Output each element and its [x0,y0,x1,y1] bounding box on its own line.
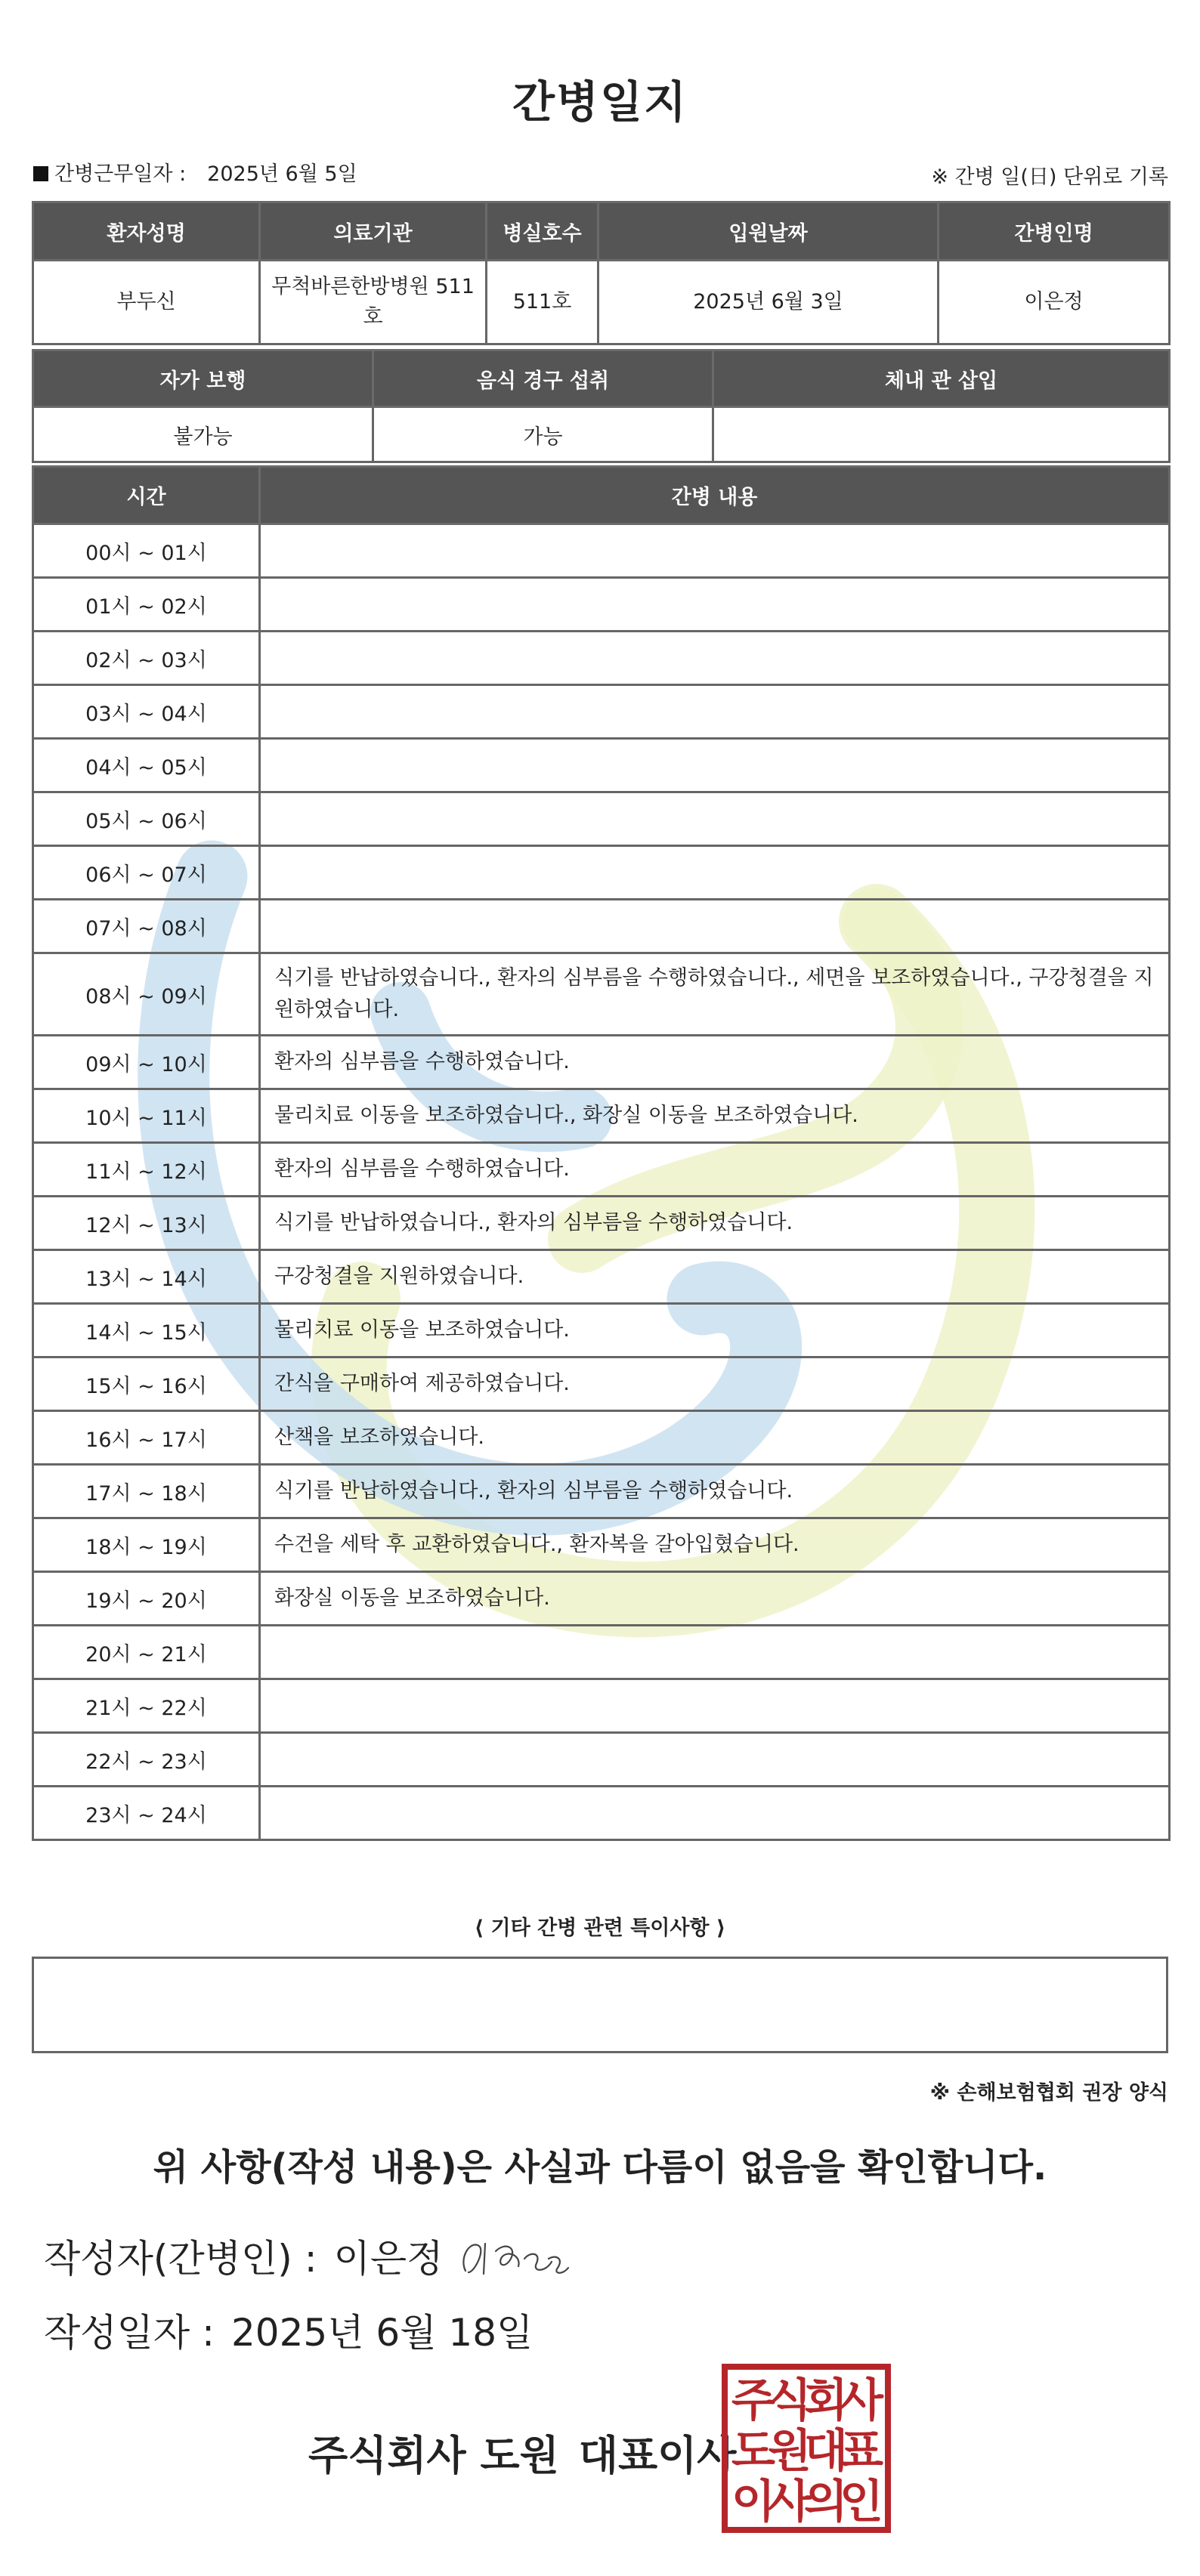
svg-text:사: 사 [840,2374,883,2427]
log-content-cell: 수건을 세탁 후 교환하였습니다., 환자복을 갈아입혔습니다. [260,1518,1170,1572]
log-row [33,953,1170,1036]
log-time-cell: 06시 ~ 07시 [33,846,260,900]
svg-text:식: 식 [768,2374,812,2427]
oral-intake-value: 가능 [373,407,713,462]
company-title: 대표이사 [578,2432,737,2479]
header-hospital: 의료기관 [260,202,487,261]
log-row [33,739,1170,792]
header-time: 시간 [33,467,260,524]
log-time-cell: 17시 ~ 18시 [33,1465,260,1518]
company-signature [308,2423,736,2482]
log-row [33,1465,1170,1518]
log-time-cell: 10시 ~ 11시 [33,1089,260,1143]
header-self-walking: 자가 보행 [33,351,373,407]
log-time-cell: 08시 ~ 09시 [33,953,260,1036]
log-row [33,1679,1170,1733]
log-content-cell [260,739,1170,792]
log-time-cell: 21시 ~ 22시 [33,1679,260,1733]
log-row [33,632,1170,685]
log-row [33,900,1170,953]
status-header-row [33,351,1170,407]
document-title: 간병일지 [512,76,688,128]
written-date-label: 작성일자 : [44,2311,215,2355]
header-patient-name: 환자성명 [33,202,260,261]
svg-text:도: 도 [731,2425,775,2478]
log-content-cell: 산책을 보조하였습니다. [260,1411,1170,1465]
log-rows [33,524,1170,1840]
patient-data-row [33,261,1170,344]
log-time-cell: 09시 ~ 10시 [33,1036,260,1089]
svg-text:인: 인 [840,2476,883,2528]
log-content-cell [260,524,1170,578]
company-seal-stamp [721,2363,892,2534]
svg-text:이: 이 [731,2476,775,2528]
svg-text:의: 의 [804,2476,848,2528]
log-content-cell [260,685,1170,739]
log-row [33,1411,1170,1465]
patient-status-table [32,349,1171,463]
log-time-cell: 01시 ~ 02시 [33,578,260,632]
log-time-cell: 07시 ~ 08시 [33,900,260,953]
log-time-cell: 23시 ~ 24시 [33,1787,260,1840]
written-date-line [44,2303,533,2357]
log-content-cell [260,632,1170,685]
tube-insertion-value [713,407,1170,462]
status-data-row [33,407,1170,462]
confirmation-statement: 위 사항(작성 내용)은 사실과 다름이 없음을 확인합니다. [153,2146,1047,2188]
hospital-name: 무척바른한방병원 511호 [260,261,487,344]
svg-text:표: 표 [840,2425,883,2478]
log-content-cell: 물리치료 이동을 보조하였습니다. [260,1304,1170,1357]
log-time-cell: 20시 ~ 21시 [33,1626,260,1679]
log-content-cell [260,1626,1170,1679]
log-content-cell [260,1733,1170,1787]
log-time-cell: 00시 ~ 01시 [33,524,260,578]
log-row [33,1357,1170,1411]
svg-text:사: 사 [768,2476,812,2528]
unit-note: ※ 간병 일(日) 단위로 기록 [931,165,1168,189]
log-row [33,1518,1170,1572]
notes-box [32,1957,1168,2053]
log-time-cell: 19시 ~ 20시 [33,1572,260,1626]
log-row [33,1250,1170,1304]
log-row [33,1197,1170,1250]
log-content-cell [260,1679,1170,1733]
log-content-cell [260,900,1170,953]
signer-line [44,2229,443,2283]
care-log-table [32,465,1171,1841]
svg-text:원: 원 [768,2425,812,2478]
square-bullet-icon [33,166,48,181]
header-caregiver: 간병인명 [939,202,1170,261]
log-time-cell: 14시 ~ 15시 [33,1304,260,1357]
log-content-cell [260,1787,1170,1840]
header-room: 병실호수 [487,202,598,261]
log-row [33,1036,1170,1089]
header-care-content: 간병 내용 [260,467,1170,524]
caregiver-name: 이은정 [939,261,1170,344]
admission-date: 2025년 6월 3일 [598,261,939,344]
log-content-cell: 화장실 이동을 보조하였습니다. [260,1572,1170,1626]
self-walking-value: 불가능 [33,407,373,462]
log-time-cell: 22시 ~ 23시 [33,1733,260,1787]
form-footnote: ※ 손해보험협회 권장 양식 [929,2081,1168,2105]
log-content-cell: 환자의 심부름을 수행하였습니다. [260,1036,1170,1089]
log-row [33,1733,1170,1787]
company-name: 주식회사 도원 [308,2432,559,2479]
log-content-cell: 환자의 심부름을 수행하였습니다. [260,1143,1170,1197]
log-content-cell: 식기를 반납하였습니다., 환자의 심부름을 수행하였습니다., 세면을 보조하였습니다., 구강청결을 지원하였습니다. [260,953,1170,1036]
notes-heading: ⟨ 기타 간병 관련 특이사항 ⟩ [474,1917,726,1940]
log-row [33,846,1170,900]
header-tube-insertion: 체내 관 삽입 [713,351,1170,407]
header-oral-intake: 음식 경구 섭취 [373,351,713,407]
log-row [33,1572,1170,1626]
log-row [33,792,1170,846]
log-row [33,524,1170,578]
log-content-cell: 간식을 구매하여 제공하였습니다. [260,1357,1170,1411]
work-date-label: 간병근무일자 : [54,162,187,186]
log-content-cell: 식기를 반납하였습니다., 환자의 심부름을 수행하였습니다. [260,1197,1170,1250]
log-time-cell: 05시 ~ 06시 [33,792,260,846]
log-time-cell: 18시 ~ 19시 [33,1518,260,1572]
log-time-cell: 02시 ~ 03시 [33,632,260,685]
signer-label: 작성자(간병인) : [44,2237,317,2281]
log-row [33,1143,1170,1197]
log-row [33,1626,1170,1679]
header-admission-date: 입원날짜 [598,202,939,261]
log-time-cell: 03시 ~ 04시 [33,685,260,739]
work-date [33,157,357,187]
signer-name: 이은정 [333,2237,444,2281]
log-time-cell: 15시 ~ 16시 [33,1357,260,1411]
patient-name: 부두신 [33,261,260,344]
log-row [33,578,1170,632]
room-number: 511호 [487,261,598,344]
log-row [33,685,1170,739]
log-header-row [33,467,1170,524]
patient-info-table [32,201,1171,345]
patient-header-row [33,202,1170,261]
log-time-cell: 04시 ~ 05시 [33,739,260,792]
log-time-cell: 16시 ~ 17시 [33,1411,260,1465]
svg-text:주: 주 [731,2374,775,2427]
written-date-value: 2025년 6월 18일 [230,2311,534,2355]
log-content-cell: 식기를 반납하였습니다., 환자의 심부름을 수행하였습니다. [260,1465,1170,1518]
log-time-cell: 12시 ~ 13시 [33,1197,260,1250]
log-row [33,1089,1170,1143]
log-content-cell: 구강청결을 지원하였습니다. [260,1250,1170,1304]
log-row [33,1304,1170,1357]
work-date-value: 2025년 6월 5일 [207,162,357,186]
log-row [33,1787,1170,1840]
log-content-cell [260,578,1170,632]
log-content-cell: 물리치료 이동을 보조하였습니다., 화장실 이동을 보조하였습니다. [260,1089,1170,1143]
log-content-cell [260,792,1170,846]
log-time-cell: 11시 ~ 12시 [33,1143,260,1197]
log-content-cell [260,846,1170,900]
handwritten-signature [452,2229,573,2289]
svg-text:회: 회 [804,2374,848,2427]
svg-text:대: 대 [804,2425,848,2478]
log-time-cell: 13시 ~ 14시 [33,1250,260,1304]
